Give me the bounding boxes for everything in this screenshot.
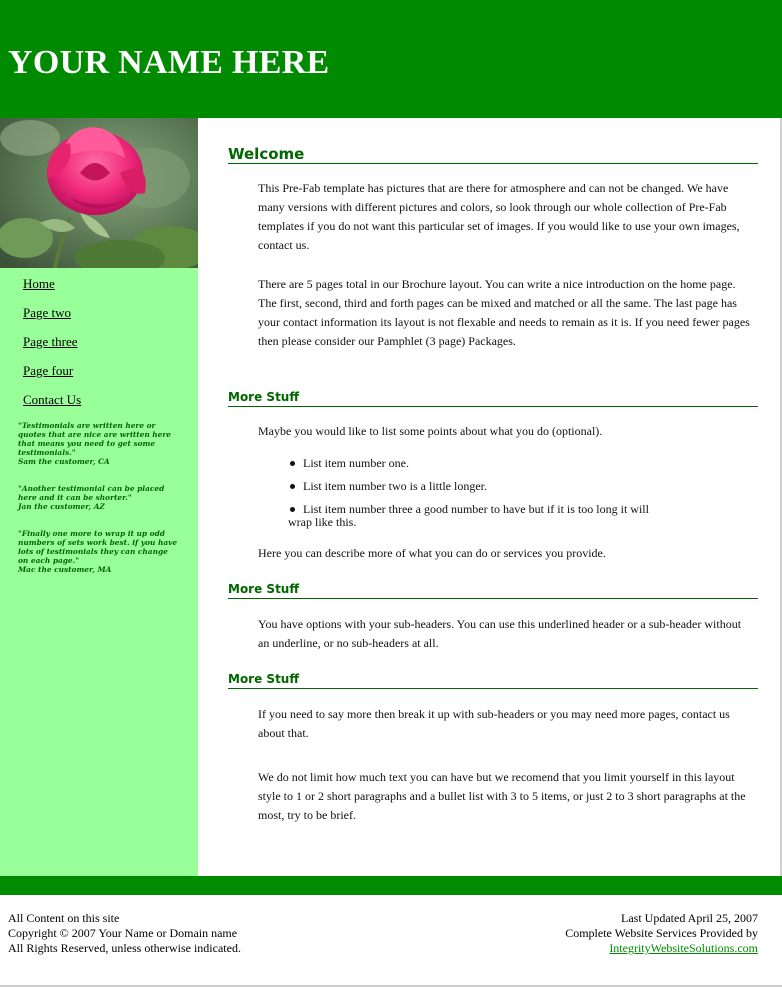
- testimonial-quote: "Another testimonial can be placed here and it can be shorter.": [18, 484, 165, 502]
- testimonial-quote: "Testimonials are written here or quotes that are nice are written here that means you need to get some testimonials.": [18, 421, 171, 457]
- footer-bar: [0, 876, 782, 895]
- testimonial-author: Jan the customer, AZ: [18, 502, 105, 511]
- nav-page-two-link[interactable]: Page two: [23, 305, 72, 320]
- testimonial-author: Sam the customer, CA: [18, 457, 110, 466]
- sidebar: [0, 118, 198, 876]
- section-heading: More Stuff: [228, 390, 758, 407]
- testimonial: [18, 484, 180, 511]
- testimonial-author: Mac the customer, MA: [18, 565, 112, 574]
- nav-page-four-link[interactable]: Page four: [23, 363, 74, 378]
- nav-page-three-link[interactable]: Page three: [23, 334, 78, 349]
- footer-updated: Last Updated April 25, 2007: [621, 911, 758, 925]
- sidebar-nav: [23, 276, 193, 421]
- section-paragraph: Maybe you would like to list some points about what you do (optional).: [258, 424, 603, 438]
- section-heading: More Stuff: [228, 672, 758, 689]
- section-paragraph: We do not limit how much text you can have but we recomend that you limit yourself in this layout style to 1 or 2 short paragraphs and a bullet list with 3 to 5 items, or just 2 to 3 short paragraphs at the most, try to be brief.: [258, 770, 746, 822]
- welcome-heading: Welcome: [228, 118, 758, 164]
- section-paragraph: If you need to say more then break it up with sub-headers or you may need more pages, contact us about that.: [258, 707, 730, 740]
- list-item-text-wrap: wrap like this.: [288, 515, 357, 529]
- section-paragraph: Here you can describe more of what you can do or services you provide.: [258, 546, 606, 560]
- footer-provider-link[interactable]: IntegrityWebsiteSolutions.com: [609, 941, 758, 955]
- welcome-paragraph: There are 5 pages total in our Brochure layout. You can write a nice introduction on the home page. The first, second, third and forth pages can be mixed and matched or all the same. The last page has your contact information its layout is not flexable and needs to remain as it is. If you need fewer pages then please consider our Pamphlet (3 page) Packages.: [258, 277, 750, 348]
- footer-credits: [565, 911, 758, 956]
- section-heading: More Stuff: [228, 582, 758, 599]
- list-item: [288, 503, 708, 529]
- nav-contact-us-link[interactable]: Contact Us: [23, 392, 82, 407]
- footer-copyright: [8, 911, 241, 956]
- site-title: YOUR NAME HERE: [8, 44, 330, 81]
- footer-line: Copyright © 2007 Your Name or Domain name: [8, 926, 238, 940]
- testimonial: [18, 529, 180, 574]
- welcome-paragraph: This Pre-Fab template has pictures that are there for atmosphere and can not be changed. We have many versions with different pictures and colors, so look through our whole collection of Pre-Fab templates if you do not want this particular set of images. If you would like to use your own images, contact us.: [258, 181, 740, 252]
- header-banner: [0, 0, 782, 118]
- testimonial-quote: "Finally one more to wrap it up odd numbers of sets work best. if you have lots of testimonials they can change on each page.": [18, 529, 178, 565]
- footer-line: All Rights Reserved, unless otherwise indicated.: [8, 941, 241, 955]
- section-paragraph: You have options with your sub-headers. You can use this underlined header or a sub-header without an underline, or no sub-headers at all.: [258, 617, 742, 650]
- bullet-list: [288, 457, 708, 539]
- footer-provided-by: Complete Website Services Provided by: [565, 926, 758, 940]
- nav-home-link[interactable]: Home: [23, 276, 55, 291]
- rose-photo-icon: [0, 118, 198, 268]
- testimonials: [18, 421, 180, 592]
- testimonial: [18, 421, 180, 466]
- list-item: List item number two is a little longer.: [288, 480, 708, 493]
- list-item: List item number one.: [288, 457, 708, 470]
- footer-line: All Content on this site: [8, 911, 120, 925]
- list-item-text: List item number three a good number to have but if it is too long it will: [303, 502, 649, 516]
